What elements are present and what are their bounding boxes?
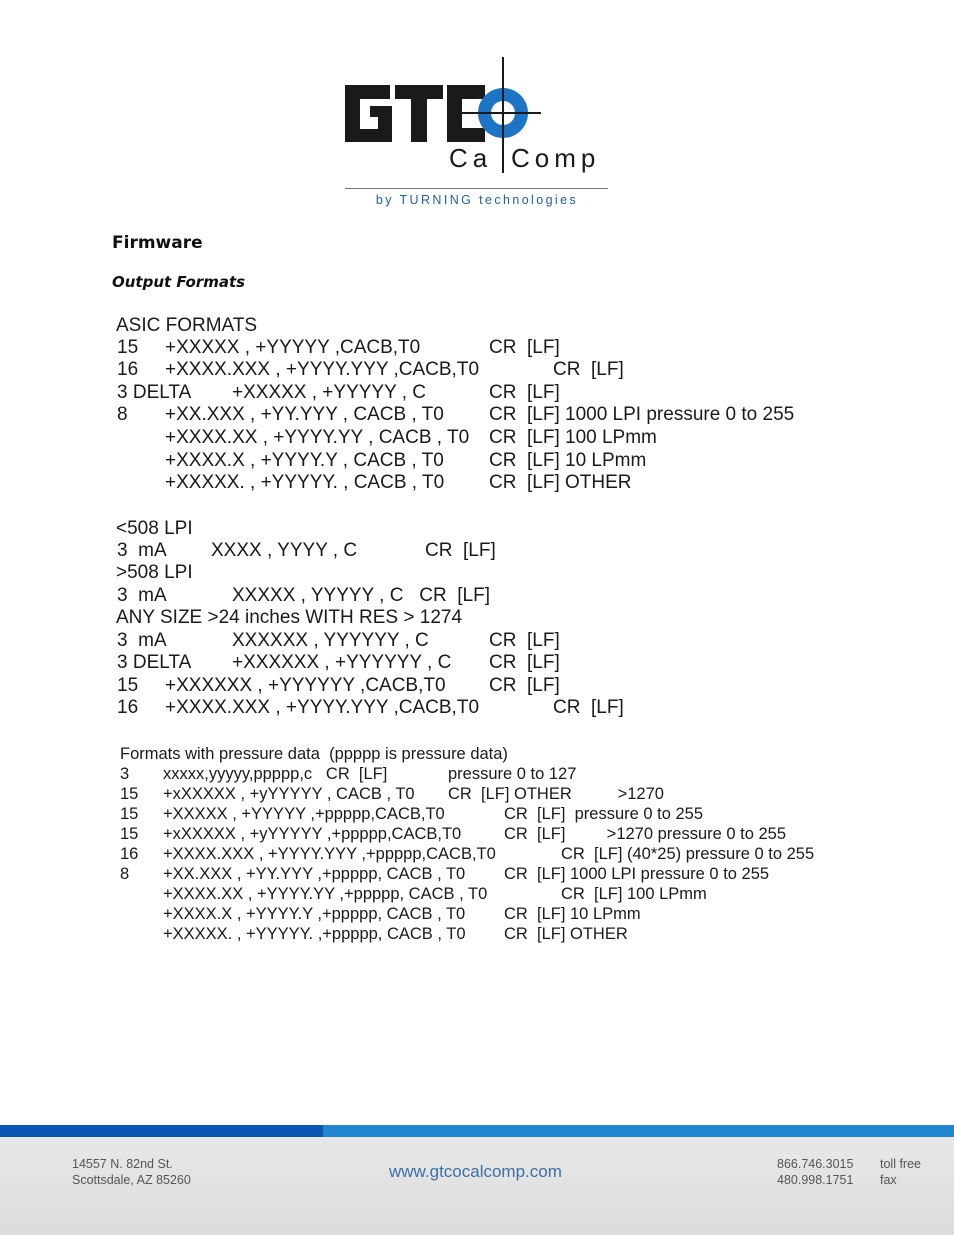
section-title: Firmware xyxy=(112,233,203,253)
format-code: 15 xyxy=(120,785,139,803)
format-code: 3 mA xyxy=(117,585,167,606)
format-terminator: CR [LF] OTHER xyxy=(504,925,628,943)
format-terminator: CR [LF] OTHER >1270 xyxy=(448,785,664,803)
format-terminator: CR [LF] 100 LPmm xyxy=(489,427,657,448)
logo-divider xyxy=(345,188,608,189)
format-code: 15 xyxy=(120,805,139,823)
format-pattern: XXXXX , YYYYY , C CR [LF] xyxy=(232,585,491,606)
format-line: ASIC FORMATS xyxy=(116,315,258,336)
format-pattern: xxxxx,yyyyy,ppppp,c CR [LF] xyxy=(163,765,388,783)
format-pattern: +XXXXX , +YYYYY ,CACB,T0 xyxy=(165,337,421,358)
format-terminator: CR [LF] 10 LPmm xyxy=(504,905,641,923)
address-line: Scottsdale, AZ 85260 xyxy=(72,1173,191,1187)
fax-label: fax xyxy=(880,1173,897,1187)
format-pattern: XXXX , YYYY , C xyxy=(211,540,358,561)
subsection-title: Output Formats xyxy=(112,273,246,291)
format-code: 3 DELTA xyxy=(117,652,192,673)
format-code: 16 xyxy=(120,845,139,863)
format-pattern: +XXXXXX , +YYYYYY , C xyxy=(232,652,452,673)
format-terminator: CR [LF] xyxy=(489,630,560,651)
format-code: 16 xyxy=(117,359,139,380)
footer-phone-labels xyxy=(880,1156,921,1188)
format-terminator: CR [LF] xyxy=(553,359,624,380)
format-code: 3 DELTA xyxy=(117,382,192,403)
format-pattern: +xXXXXX , +yYYYYY , CACB , T0 xyxy=(163,785,415,803)
format-terminator: CR [LF] >1270 pressure 0 to 255 xyxy=(504,825,787,843)
format-pattern: +XXXX.XX , +YYYY.YY , CACB , T0 xyxy=(165,427,470,448)
format-pattern: +XXXXX. , +YYYYY. , CACB , T0 xyxy=(165,472,445,493)
format-pattern: +XXXXXX , +YYYYYY ,CACB,T0 xyxy=(165,675,446,696)
format-code: 15 xyxy=(120,825,139,843)
format-terminator: CR [LF] xyxy=(553,697,624,718)
format-pattern: +XXXX.X , +YYYY.Y , CACB , T0 xyxy=(165,450,444,471)
format-terminator: CR [LF] xyxy=(489,652,560,673)
toll-free-number: 866.746.3015 xyxy=(777,1157,854,1171)
format-heading: <508 LPI xyxy=(116,518,193,539)
logo-byline: by TURNING technologies xyxy=(375,193,579,207)
format-code: 16 xyxy=(117,697,139,718)
format-terminator: CR [LF] xyxy=(489,382,560,403)
format-terminator: CR [LF] pressure 0 to 255 xyxy=(504,805,704,823)
format-code: 3 xyxy=(120,765,130,783)
footer-address xyxy=(72,1156,191,1188)
format-terminator: CR [LF] xyxy=(425,540,496,561)
format-code: 15 xyxy=(117,337,139,358)
format-pattern: +XX.XXX , +YY.YYY , CACB , T0 xyxy=(165,404,444,425)
format-pattern: +XXXX.XXX , +YYYY.YYY ,CACB,T0 xyxy=(165,697,480,718)
format-pattern: XXXXXX , YYYYYY , C xyxy=(232,630,429,651)
format-pattern: +XXXXX. , +YYYYY. ,+ppppp, CACB , T0 xyxy=(163,925,466,943)
format-pattern: +XX.XXX , +YY.YYY ,+ppppp, CACB , T0 xyxy=(163,865,466,883)
footer-bar-dark xyxy=(0,1125,323,1137)
format-pattern: +xXXXXX , +yYYYYY ,+ppppp,CACB,T0 xyxy=(163,825,462,843)
format-pattern: +XXXX.XX , +YYYY.YY ,+ppppp, CACB , T0 xyxy=(163,885,488,903)
format-pattern: +XXXX.XXX , +YYYY.YYY ,+ppppp,CACB,T0 xyxy=(163,845,496,863)
format-heading: Formats with pressure data (ppppp is pressure data) xyxy=(120,745,508,763)
format-heading: >508 LPI xyxy=(116,562,193,583)
format-code: 3 mA xyxy=(117,630,167,651)
toll-free-label: toll free xyxy=(880,1157,921,1171)
svg-text:Comp: Comp xyxy=(511,143,601,173)
format-heading: ANY SIZE >24 inches WITH RES > 1274 xyxy=(116,607,463,628)
format-terminator: CR [LF] 1000 LPI pressure 0 to 255 xyxy=(489,404,795,425)
footer-website-link[interactable]: www.gtcocalcomp.com xyxy=(389,1162,562,1181)
format-pattern: +XXXX.X , +YYYY.Y ,+ppppp, CACB , T0 xyxy=(163,905,466,923)
footer-bar-light xyxy=(323,1125,954,1137)
format-code: 8 xyxy=(120,865,130,883)
format-terminator: CR [LF] 1000 LPI pressure 0 to 255 xyxy=(504,865,770,883)
format-terminator: CR [LF] 10 LPmm xyxy=(489,450,647,471)
format-terminator: pressure 0 to 127 xyxy=(448,765,577,783)
gtco-calcomp-logo xyxy=(343,55,611,215)
format-terminator: CR [LF] xyxy=(489,675,560,696)
address-line: 14557 N. 82nd St. xyxy=(72,1157,173,1171)
format-pattern: +XXXXX , +YYYYY , C xyxy=(232,382,426,403)
logo-subtext: Ca xyxy=(449,143,493,173)
format-code: 8 xyxy=(117,404,128,425)
format-terminator: CR [LF] 100 LPmm xyxy=(561,885,707,903)
format-pattern: +XXXX.XXX , +YYYY.YYY ,CACB,T0 xyxy=(165,359,480,380)
format-pattern: +XXXXX , +YYYYY ,+ppppp,CACB,T0 xyxy=(163,805,445,823)
footer-phones xyxy=(777,1156,853,1188)
fax-number: 480.998.1751 xyxy=(777,1173,854,1187)
format-terminator: CR [LF] OTHER xyxy=(489,472,632,493)
format-terminator: CR [LF] (40*25) pressure 0 to 255 xyxy=(561,845,815,863)
format-code: 3 mA xyxy=(117,540,167,561)
format-terminator: CR [LF] xyxy=(489,337,560,358)
format-code: 15 xyxy=(117,675,139,696)
